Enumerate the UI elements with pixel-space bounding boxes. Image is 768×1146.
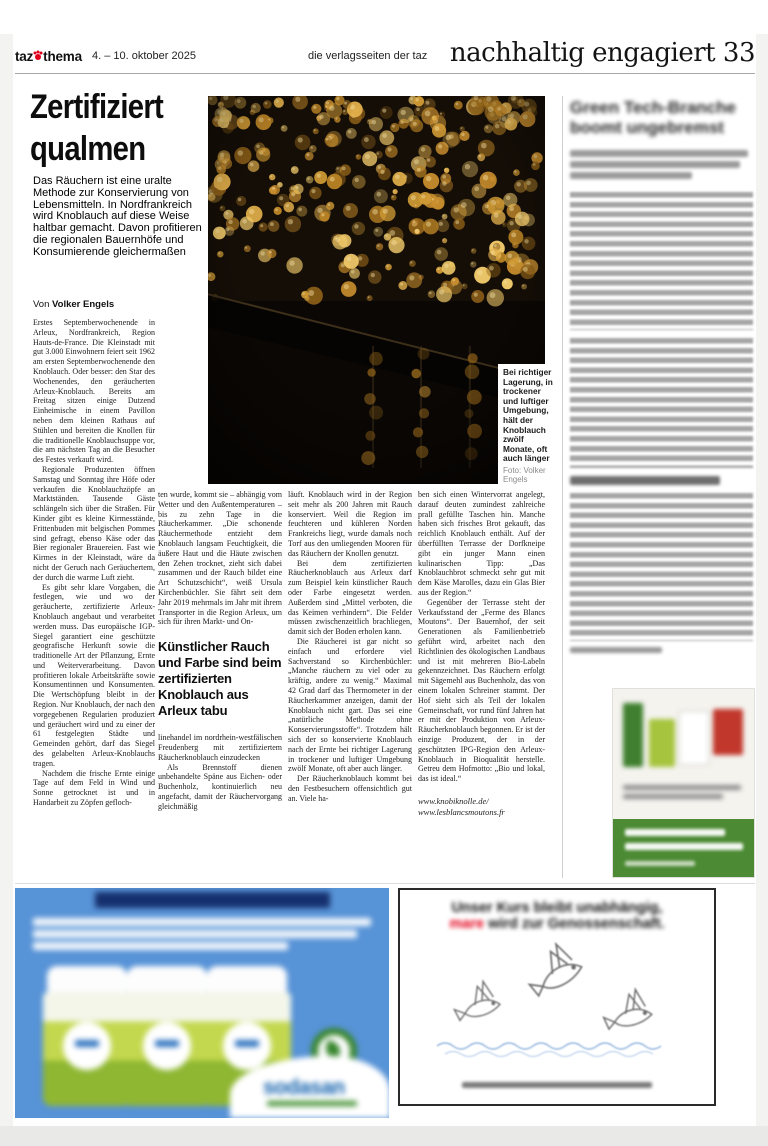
ad-headline-bar: [95, 892, 330, 908]
page-edge-bottom: [0, 1126, 768, 1146]
wave-line: [437, 1043, 661, 1049]
ad-product-card: [679, 711, 709, 765]
flying-fish-illustration: [407, 934, 707, 1064]
link-knobiknolle[interactable]: www.knobiknolle.de/: [418, 795, 489, 806]
byline-prefix: Von: [33, 299, 50, 310]
ad-text-line: [33, 930, 357, 938]
sidebar-ad: [612, 688, 755, 878]
paragraph: läuft. Knoblauch wird in der Region seit mehr als 200 Jahren mit Rauch konserviert. Weil die Region im feuchteren und kühleren Norden Frankreichs liegt, wurde damals noch Torf aus den umliegenden Mooren für das Räuchern der Knollen genutzt.: [288, 490, 412, 558]
ad-text-line: [623, 794, 723, 799]
taz-paw-icon: [35, 54, 41, 60]
paragraph: Bei dem zertifizierten Räucherknoblauch aus Arleux darf zum Beispiel kein künstlicher Rauch oder Farbe eingesetzt werden. Außerdem sind „Mittel verboten, die das Keimen verhindern“. Die Felder müssen zwischenzeitlich brachliegen, damit sich der Boden erholen kann.: [288, 558, 412, 637]
sidebar-headline: Green Tech-Branche boomt ungebremst: [570, 98, 736, 137]
masthead-rule: [15, 73, 755, 74]
issue-date: 4. – 10. oktober 2025: [92, 50, 196, 62]
paragraph: ben sich einen Wintervorrat angelegt, darauf deuten zumindest zahlreiche prall gefüllte Taschen hin. Manche haben sich frisches Brot gekauft, das reichlich Knoblauch enthält. Auf der überfüllten Terrasse der Dorfkneipe gibt ein junger Mann einen kulinarischen Tipp: „Das Knoblauchbrot schmeckt sehr gut mit dem Käse Marolles, dazu ein Glas Bier aus der Region.“: [418, 490, 545, 597]
paragraph: ten wurde, kommt sie – abhängig vom Wetter und den Außentemperaturen – bis zu zehn Tage in die Räucherkammer. „Die schonende Räuchermethode entzieht dem Knoblauch langsam Feuchtigkeit, die äußere Haut und die Häute zwischen den Zehen trocknet, zieht sich dabei zusammen und der Rauch bildet eine Art Schutzschicht“, weiß Ursula Kirchenbüchler. Sie fährt seit dem Jahr 2019 mehrmals im Jahr mit ihrem Transporter in die Region Arleux, um sich für ihren Markt- und On-: [158, 490, 282, 627]
article-photo: [208, 96, 545, 484]
left-ad-content: [15, 888, 389, 1118]
page-edge-right: [756, 34, 768, 1126]
ads-divider-rule: [15, 883, 755, 884]
mare-logo: mare: [449, 916, 485, 932]
taz-brand-suffix: thema: [43, 49, 82, 64]
right-ad-headline-rest: wird zur Genossenschaft.: [484, 916, 665, 932]
paragraph: Nachdem die frische Ernte einige Tage auf dem Feld in Wind und Sonne getrocknet ist und in Handarbeit zu Zöpfen gefloch-: [33, 768, 155, 808]
section-header: [450, 38, 755, 68]
sidebar-body-block: [570, 338, 753, 468]
product-jar: [123, 966, 211, 1106]
caption-credit: Foto: Volker Engels: [503, 465, 546, 485]
link-lesblancsmoutons[interactable]: www.lesblancsmoutons.fr: [418, 806, 505, 817]
right-ad-headline-2: [400, 916, 714, 932]
ad-product-parrot: [713, 709, 743, 755]
taz-brand: taz: [15, 49, 34, 64]
ad-text-line: [623, 785, 741, 790]
ad-white-text-line: [625, 843, 743, 850]
left-ad: [15, 888, 389, 1118]
article-photo-svg: [208, 96, 545, 484]
right-ad-headline-1: Unser Kurs bleibt unabhängig,: [451, 900, 663, 916]
photo-caption: [498, 364, 557, 488]
paragraph: Die Räucherei ist gar nicht so einfach und erfordere viel Sachverstand so Kirchenbüchler: „Manche räuchern zu viel oder zu kräftig, andere zu wenig.“ Maximal 42 Grad darf das Thermometer in der Räucherkammer anzeigen, damit der Knoblauch nicht gart. Das sei eine „natürliche Methode ohne Konservierungsstoffe“. Trotzdem hält sich der so konservierte Knoblauch nach der Ernte bei richtiger Lagerung in trockener und luftiger Umgebung zwölf Monate, oft aber auch länger.: [288, 636, 412, 774]
paragraph: Als Brennstoff dienen unbehandelte Späne aus Eichen- oder Buchenholz, kontinuierlich neu angefacht, damit der Räuchervorgang gleichmäßig: [158, 762, 282, 811]
section-title: nachhaltig engagiert: [449, 38, 716, 68]
article-title-line1: Zertifiziert: [30, 88, 164, 126]
byline: [33, 299, 114, 310]
body-column-3: [288, 490, 412, 880]
product-jar: [43, 966, 131, 1106]
paragraph: Es gibt sehr klare Vorgaben, die festlegen, wie und wo der geräucherte, zertifizierte Arleux-Knoblauch angebaut und verarbeitet werden muss. Das europäische IGP-Siegel garantiert eine geschützte geografische Herkunft sowie die traditionelle Art der Pflanzung, Ernte und Weiterverarbeitung. Davon profitieren lokale Arbeitskräfte sowie Konsumentinnen und Konsumenten. Die Wertschöpfung bleibt in der Region. Nur Knoblauch, der nach den vorgegebenen Regularien produziert und geräuchert wird und zu einer der 61 festgelegten Städte und Gemeinden gehört, darf das Siegel des gelabelten Arleux-Knoblauchs tragen.: [33, 582, 155, 768]
right-ad: [398, 888, 716, 1106]
article-title-line2: qualmen: [30, 130, 146, 168]
sidebar-subhead-line: [570, 172, 692, 179]
article-links: [418, 796, 545, 818]
sodasan-tagline-bar: [267, 1101, 357, 1106]
article-lead: Das Räuchern ist eine uralte Methode zur Konservierung von Lebensmitteln. In Nordfrankreich wird Knoblauch auf diese Weise haltbar gemacht. Davon profitieren die regionalen Bauernhöfe und Konsumierende gleichermaßen: [33, 175, 202, 258]
sidebar-ad-green-strip: [613, 819, 754, 877]
masthead-center-label: die verlagsseiten der taz: [308, 50, 428, 62]
page-number: 33: [722, 38, 755, 68]
pull-quote: Künstlicher Rauch und Farbe sind beim zertifizierten Knoblauch aus Arleux tabu: [158, 639, 282, 719]
sidebar-subheadline-bar: [570, 476, 720, 485]
ad-product-bottle: [623, 703, 643, 767]
ad-text-line: [33, 942, 288, 950]
right-ad-smallprint-bar: [462, 1082, 652, 1088]
sidebar-subhead-line: [570, 150, 748, 157]
paragraph: Regionale Produzenten öffnen Samstag und Sonntag ihre Höfe oder verkaufen die Knoblauchzöpfe an Marktständen. Tausende Gäste schlängeln sich über die Straßen. Für Kinder gibt es kleine Kirmesstände, Frittenbuden mit belgischen Pommes sind gefragt, ebenso Käse oder das Bier regionaler Brauereien. Fast wie Kirmes in der Kleinstadt, wäre da nicht der Geruch nach Geräuchertem, der durch die warme Luft zieht.: [33, 464, 155, 582]
sidebar-body-block: [570, 192, 753, 330]
ad-white-text-line: [625, 861, 695, 866]
paragraph: Erstes Septemberwochenende in Arleux, Nordfrankreich, Region Hauts-de-France. Die Kleinstadt mit gut 3.000 Einwohnern feiert seit 1962 am ersten Septemberwochenende den Knoblauch. Oder besser: den Star des Wochenendes, den geräucherten Arleux-Knoblauch. Bereits am Freitag sitzen einige Dutzend Einheimische in einem Pavillon neben dem kleinen Rathaus auf Stühlen und bereiten die Knollen für die traditionelle Knoblauchsuppe vor, die am nächsten Tag an die Besucher des Festes verkauft wird.: [33, 318, 155, 465]
paragraph: Der Räucherknoblauch kommt bei den Festbesuchern offensichtlich gut an. Viele ha-: [288, 774, 412, 803]
body-column-4: [418, 490, 545, 880]
sidebar-body-block: [570, 493, 753, 641]
paragraph: linehandel im nordrhein-westfälischen Freudenberg mit zertifiziertem Räucherknoblauch einzudecken: [158, 733, 282, 762]
caption-text: Bei richtiger Lagerung, in trockener und luftiger Umgebung, hält der Knoblauch zwölf Monate, oft auch länger: [503, 367, 553, 464]
ad-white-text-line: [625, 829, 725, 836]
paragraph: Gegenüber der Terrasse steht der Verkaufsstand der „Ferme des Blancs Moutons“. Der Bauernhof, der seit Generationen als Familienbetrieb geführt wird, arbeitet nach den Richtlinien des ökologischen Landbaus und ist mit mehreren Bio-Labeln gekennzeichnet. Das Räuchern erfolgt mit Sägemehl aus Buchenholz, das von einem lokalen Schreiner stammt. Der Hof sieht sich als Teil der lokalen Gemeinschaft, vor rund fünf Jahren hat er mit der Produktion von Arleux-Räucherknoblauch begonnen. Er ist der einzige Produzent, der in der geschützten IPG-Region den Arleux-Knoblauch in Bioqualität herstelle. Getreu dem Hofmotto: „Bio und lokal, das ist ideal.“: [418, 597, 545, 784]
sidebar-lastline-bar: [570, 647, 662, 653]
body-column-2: [158, 490, 282, 880]
body-column-1: [33, 318, 155, 878]
sidebar-subhead-line: [570, 161, 740, 168]
page-edge-left: [0, 34, 13, 1126]
article-title: [30, 86, 163, 170]
taz-logo: [15, 49, 82, 64]
column-divider-rule: [562, 96, 563, 878]
ad-product-box: [649, 719, 675, 767]
byline-author: Volker Engels: [52, 299, 115, 310]
ad-text-line: [33, 918, 371, 926]
sodasan-logo: sodasan: [263, 1076, 345, 1099]
